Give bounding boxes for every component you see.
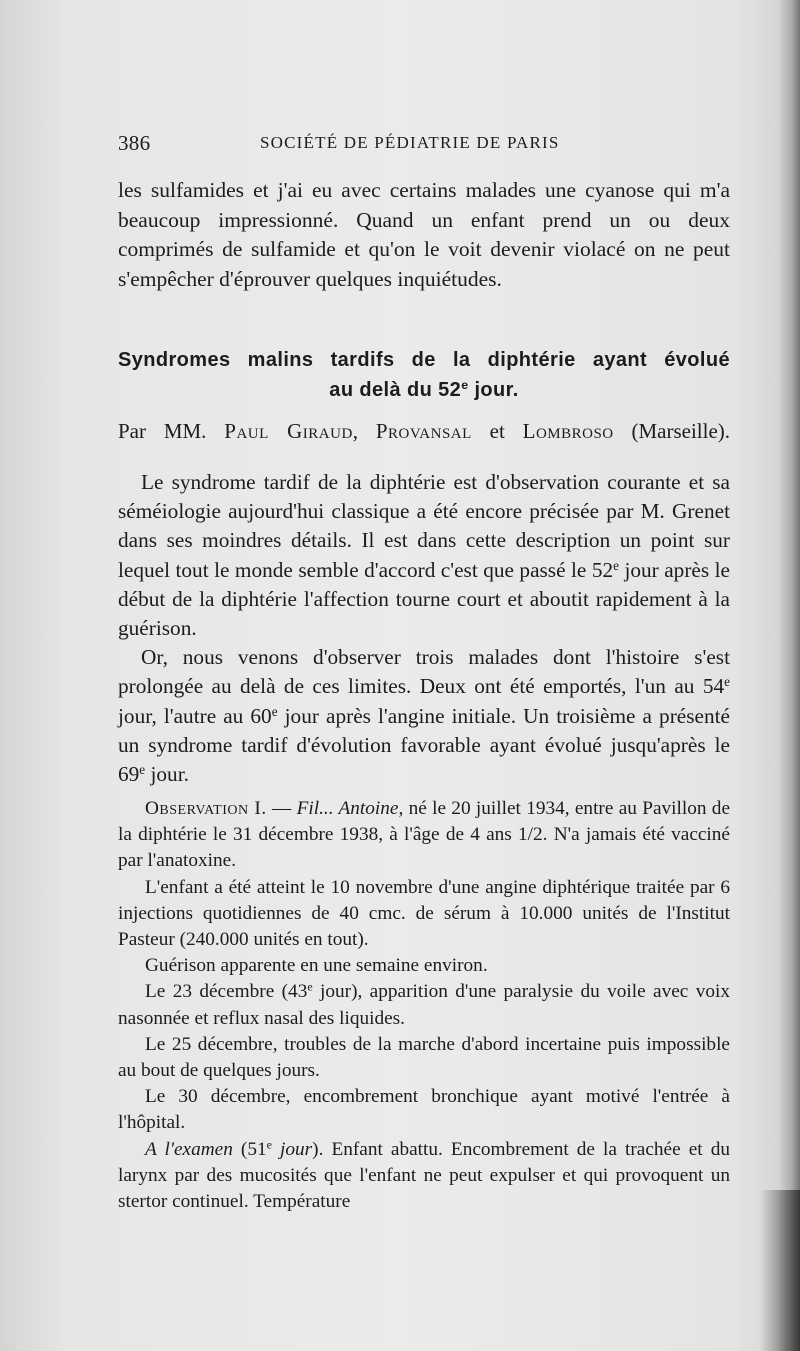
obs-p7-italic-1: A l'examen — [145, 1138, 233, 1160]
author-sep-1: , — [352, 419, 376, 443]
p2-text-d: jour. — [145, 762, 189, 787]
patient-name: Fil... Antoine, — [296, 798, 404, 819]
article-authors — [118, 419, 730, 444]
obs-p4-b: jour), apparition d'une paralysie du voile avec voix nasonnée et reflux nasal des liquides. — [118, 981, 730, 1029]
author-sep-2: et — [471, 419, 523, 443]
title-line-2-b: jour. — [468, 379, 519, 401]
obs-p7-b: ). Enfant abattu. Encombrement de la trachée et du larynx par des mucosités que l'enfant ne peut expulser et qui provoquent un stertor continuel. Température — [118, 1138, 730, 1213]
paragraph-2 — [118, 643, 730, 789]
title-line-2 — [329, 379, 518, 401]
intro-text — [118, 176, 730, 294]
paragraph-1 — [118, 468, 730, 643]
running-head-title: SOCIÉTÉ DE PÉDIATRIE DE PARIS — [260, 133, 560, 152]
p2-sup-2: e — [271, 703, 278, 719]
author-provansal: Provansal — [375, 419, 472, 443]
observation-paragraph-5: Le 25 décembre, troubles de la marche d'abord incertaine puis impossible au bout de quelques jours. — [118, 1033, 730, 1082]
observation-intro — [118, 796, 730, 875]
obs-p4-a: Le 23 décembre (43 — [145, 981, 308, 1003]
obs-p7-a: (51 — [232, 1138, 267, 1160]
p2-sup-1: e — [724, 674, 730, 690]
observation-paragraph-4 — [118, 979, 730, 1031]
author-lombroso: Lombroso — [522, 419, 614, 443]
observation-dash: — — [266, 798, 297, 819]
p2-text-a: Or, nous venons d'observer trois malades dont l'histoire s'est prolongée au delà de ces limites. Deux ont été emportés, l'un au 54 — [118, 645, 730, 699]
p2-sup-3: e — [139, 761, 146, 777]
authors-prefix: Par MM. — [118, 419, 225, 443]
article-title — [118, 345, 730, 405]
title-line-2-a: au delà du 52 — [329, 379, 462, 401]
observation-section — [118, 796, 730, 1215]
page-number: 386 — [118, 131, 151, 155]
page-edge-shadow — [778, 0, 800, 1351]
obs-p7-italic-2: jour — [271, 1138, 313, 1160]
observation-intro-text: né le 20 juillet 1934, entre au Pavillon de la diphtérie le 31 décembre 1938, à l'âge de 4 ans 1/2. N'a jamais été vacciné par l'anatoxine. — [118, 798, 731, 872]
observation-paragraph-7 — [118, 1137, 730, 1216]
intro-paragraph: les sulfamides et j'ai eu avec certains malades une cyanose qui m'a beaucoup impressionné. Quand un enfant prend un ou deux comprimés de sulfamide et qu'on le voit devenir violacé on ne peut s'empêcher d'éprouver quelques inquiétudes. — [118, 178, 730, 291]
p1-text-b: jour après le début de la diphtérie l'affection tourne court et aboutit rapidement à la guérison. — [118, 557, 730, 641]
title-sup: e — [461, 378, 469, 393]
p1-text-a: Le syndrome tardif de la diphtérie est d'observation courante et sa séméiologie aujourd'hui classique a été encore précisée par M. Grenet dans ses moindres détails. Il est dans cette description un point sur lequel tout le monde semble d'accord c'est que passé le 52 — [118, 470, 730, 582]
obs-p7-sup: e — [266, 1137, 272, 1152]
p2-text-c: jour après l'angine initiale. Un troisième a présenté un syndrome tardif d'évolution favorable ayant évolué jusqu'après le 69 — [118, 703, 731, 787]
observation-paragraph-2: L'enfant a été atteint le 10 novembre d'une angine diphtérique traitée par 6 injections quotidiennes de 40 cmc. de sérum à 10.000 unités de l'Institut Pasteur (240.000 unités en tout). — [118, 876, 730, 951]
author-affiliation: (Marseille). — [613, 419, 731, 443]
p2-text-b: jour, l'autre au 60 — [118, 703, 272, 728]
title-line-1: Syndromes malins tardifs de la diphtérie ayant évolué — [118, 349, 730, 371]
article-body — [118, 468, 730, 789]
author-giraud: Paul Giraud — [224, 419, 353, 443]
observation-label: Observation I. — [145, 798, 267, 819]
observation-paragraph-6: Le 30 décembre, encombrement bronchique ayant motivé l'entrée à l'hôpital. — [118, 1086, 730, 1134]
page-corner-shadow — [760, 1190, 800, 1351]
observation-paragraph-3: Guérison apparente en une semaine environ. — [145, 955, 488, 977]
p1-sup: e — [613, 557, 619, 573]
obs-p4-sup: e — [307, 979, 313, 994]
